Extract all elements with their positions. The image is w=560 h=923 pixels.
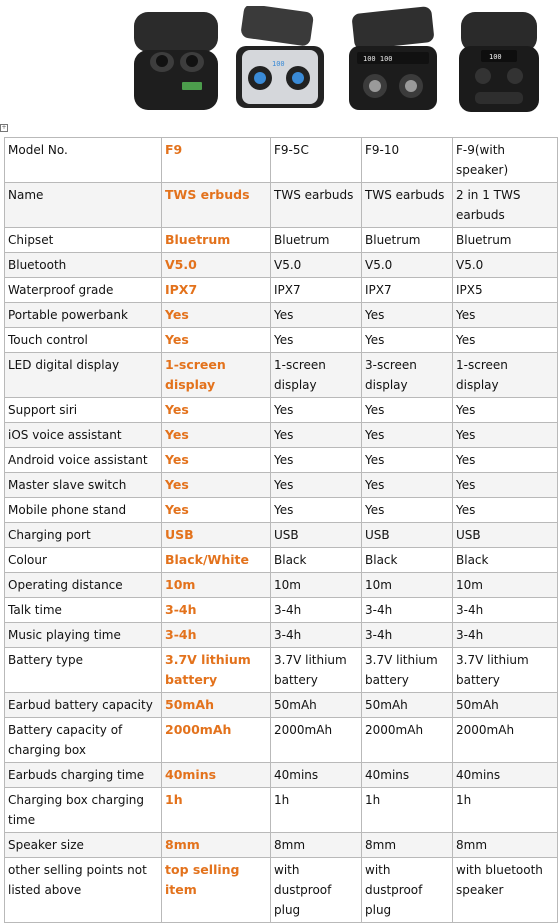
table-anchor-icon: + <box>1 124 7 131</box>
value-cell: Bluetrum <box>362 228 453 253</box>
value-cell: Yes <box>453 448 558 473</box>
table-row <box>5 523 558 548</box>
highlight-value-cell: 3-4h <box>162 623 271 648</box>
value-cell: 50mAh <box>453 693 558 718</box>
value-cell: Yes <box>453 398 558 423</box>
value-cell: 8mm <box>271 833 362 858</box>
value-cell: 1h <box>271 788 362 833</box>
value-cell: TWS earbuds <box>271 183 362 228</box>
value-cell: 3-4h <box>362 623 453 648</box>
highlight-value-cell: 3.7V lithium battery <box>162 648 271 693</box>
value-cell: 40mins <box>271 763 362 788</box>
row-label-cell: Battery type <box>5 648 162 693</box>
table-row <box>5 448 558 473</box>
value-cell: 10m <box>271 573 362 598</box>
value-cell: 3-screen display <box>362 353 453 398</box>
value-cell: Yes <box>453 328 558 353</box>
value-cell: Yes <box>362 473 453 498</box>
header-cell: F-9(with speaker) <box>453 138 558 183</box>
value-cell: USB <box>362 523 453 548</box>
row-label-cell: LED digital display <box>5 353 162 398</box>
table-row <box>5 693 558 718</box>
value-cell: Black <box>453 548 558 573</box>
highlight-value-cell: Yes <box>162 498 271 523</box>
value-cell: Yes <box>362 498 453 523</box>
value-cell: 8mm <box>362 833 453 858</box>
value-cell: Yes <box>362 448 453 473</box>
spec-table <box>4 137 558 923</box>
value-cell: 2000mAh <box>362 718 453 763</box>
value-cell: 50mAh <box>271 693 362 718</box>
highlight-value-cell: Yes <box>162 473 271 498</box>
display-readout: 100 <box>489 53 502 61</box>
value-cell: TWS earbuds <box>362 183 453 228</box>
table-row <box>5 398 558 423</box>
product-image-f9 <box>128 6 224 118</box>
row-label-cell: Operating distance <box>5 573 162 598</box>
row-label-cell: Android voice assistant <box>5 448 162 473</box>
value-cell: IPX5 <box>453 278 558 303</box>
value-cell: IPX7 <box>362 278 453 303</box>
value-cell: USB <box>453 523 558 548</box>
row-label-cell: Earbuds charging time <box>5 763 162 788</box>
table-header-row <box>5 138 558 183</box>
value-cell: 1h <box>362 788 453 833</box>
value-cell: 8mm <box>453 833 558 858</box>
table-row <box>5 623 558 648</box>
value-cell: 2000mAh <box>271 718 362 763</box>
header-cell: Model No. <box>5 138 162 183</box>
row-label-cell: Support siri <box>5 398 162 423</box>
value-cell: 10m <box>362 573 453 598</box>
header-cell: F9-10 <box>362 138 453 183</box>
table-row <box>5 278 558 303</box>
value-cell: 2000mAh <box>453 718 558 763</box>
row-label-cell: Charging port <box>5 523 162 548</box>
value-cell: Bluetrum <box>453 228 558 253</box>
header-cell: F9-5C <box>271 138 362 183</box>
value-cell: Yes <box>453 473 558 498</box>
value-cell: 3.7V lithium battery <box>362 648 453 693</box>
row-label-cell: Battery capacity of charging box <box>5 718 162 763</box>
display-readout: 100 100 <box>363 55 393 63</box>
highlight-value-cell: 8mm <box>162 833 271 858</box>
highlight-value-cell: V5.0 <box>162 253 271 278</box>
value-cell: Yes <box>271 498 362 523</box>
highlight-value-cell: top selling item <box>162 858 271 923</box>
value-cell: Yes <box>271 423 362 448</box>
value-cell: 3-4h <box>271 623 362 648</box>
table-row <box>5 788 558 833</box>
value-cell: V5.0 <box>271 253 362 278</box>
value-cell: 10m <box>453 573 558 598</box>
product-image-f9-speaker <box>451 6 547 118</box>
value-cell: Yes <box>453 303 558 328</box>
value-cell: Yes <box>271 303 362 328</box>
table-row <box>5 648 558 693</box>
table-row <box>5 328 558 353</box>
product-image-f9-10 <box>345 6 441 118</box>
highlight-value-cell: Yes <box>162 398 271 423</box>
row-label-cell: Chipset <box>5 228 162 253</box>
value-cell: USB <box>271 523 362 548</box>
value-cell: 3-4h <box>453 623 558 648</box>
row-label-cell: iOS voice assistant <box>5 423 162 448</box>
value-cell: 3-4h <box>453 598 558 623</box>
product-image-strip <box>0 0 560 126</box>
table-row <box>5 253 558 278</box>
value-cell: Yes <box>271 448 362 473</box>
row-label-cell: Charging box charging time <box>5 788 162 833</box>
highlight-value-cell: TWS erbuds <box>162 183 271 228</box>
value-cell: 3.7V lithium battery <box>453 648 558 693</box>
row-label-cell: Speaker size <box>5 833 162 858</box>
value-cell: Yes <box>362 398 453 423</box>
value-cell: 40mins <box>453 763 558 788</box>
table-row <box>5 833 558 858</box>
highlight-value-cell: Yes <box>162 303 271 328</box>
table-row <box>5 228 558 253</box>
row-label-cell: Touch control <box>5 328 162 353</box>
value-cell: with dustproof plug <box>271 858 362 923</box>
highlight-value-cell: 40mins <box>162 763 271 788</box>
value-cell: Yes <box>453 423 558 448</box>
header-cell-highlight: F9 <box>162 138 271 183</box>
row-label-cell: Music playing time <box>5 623 162 648</box>
product-image-f9-5c <box>232 6 328 118</box>
value-cell: Yes <box>362 423 453 448</box>
table-row <box>5 303 558 328</box>
table-row <box>5 353 558 398</box>
value-cell: with bluetooth speaker <box>453 858 558 923</box>
row-label-cell: Earbud battery capacity <box>5 693 162 718</box>
value-cell: V5.0 <box>362 253 453 278</box>
value-cell: Yes <box>362 303 453 328</box>
table-row <box>5 183 558 228</box>
highlight-value-cell: Yes <box>162 448 271 473</box>
highlight-value-cell: 2000mAh <box>162 718 271 763</box>
highlight-value-cell: Yes <box>162 423 271 448</box>
highlight-value-cell: USB <box>162 523 271 548</box>
display-readout: 100 <box>272 60 285 68</box>
table-row <box>5 473 558 498</box>
highlight-value-cell: Black/White <box>162 548 271 573</box>
table-row <box>5 573 558 598</box>
value-cell: 50mAh <box>362 693 453 718</box>
value-cell: 3-4h <box>271 598 362 623</box>
value-cell: Yes <box>271 473 362 498</box>
highlight-value-cell: 3-4h <box>162 598 271 623</box>
row-label-cell: Colour <box>5 548 162 573</box>
highlight-value-cell: 10m <box>162 573 271 598</box>
highlight-value-cell: 50mAh <box>162 693 271 718</box>
value-cell: Yes <box>271 398 362 423</box>
row-label-cell: Bluetooth <box>5 253 162 278</box>
row-label-cell: Master slave switch <box>5 473 162 498</box>
value-cell: V5.0 <box>453 253 558 278</box>
highlight-value-cell: Bluetrum <box>162 228 271 253</box>
row-label-cell: Waterproof grade <box>5 278 162 303</box>
table-row <box>5 858 558 923</box>
table-row <box>5 763 558 788</box>
row-label-cell: Talk time <box>5 598 162 623</box>
value-cell: IPX7 <box>271 278 362 303</box>
value-cell: 40mins <box>362 763 453 788</box>
row-label-cell: other selling points not listed above <box>5 858 162 923</box>
row-label-cell: Mobile phone stand <box>5 498 162 523</box>
value-cell: 1-screen display <box>271 353 362 398</box>
row-label-cell: Name <box>5 183 162 228</box>
table-row <box>5 498 558 523</box>
value-cell: Black <box>271 548 362 573</box>
value-cell: with dustproof plug <box>362 858 453 923</box>
highlight-value-cell: 1-screen display <box>162 353 271 398</box>
table-row <box>5 548 558 573</box>
value-cell: Yes <box>453 498 558 523</box>
value-cell: 1h <box>453 788 558 833</box>
highlight-value-cell: IPX7 <box>162 278 271 303</box>
table-row <box>5 423 558 448</box>
value-cell: Black <box>362 548 453 573</box>
highlight-value-cell: 1h <box>162 788 271 833</box>
value-cell: Yes <box>271 328 362 353</box>
highlight-value-cell: Yes <box>162 328 271 353</box>
value-cell: Yes <box>362 328 453 353</box>
table-row <box>5 718 558 763</box>
value-cell: 3.7V lithium battery <box>271 648 362 693</box>
value-cell: Bluetrum <box>271 228 362 253</box>
row-label-cell: Portable powerbank <box>5 303 162 328</box>
value-cell: 2 in 1 TWS earbuds <box>453 183 558 228</box>
value-cell: 3-4h <box>362 598 453 623</box>
value-cell: 1-screen display <box>453 353 558 398</box>
table-row <box>5 598 558 623</box>
